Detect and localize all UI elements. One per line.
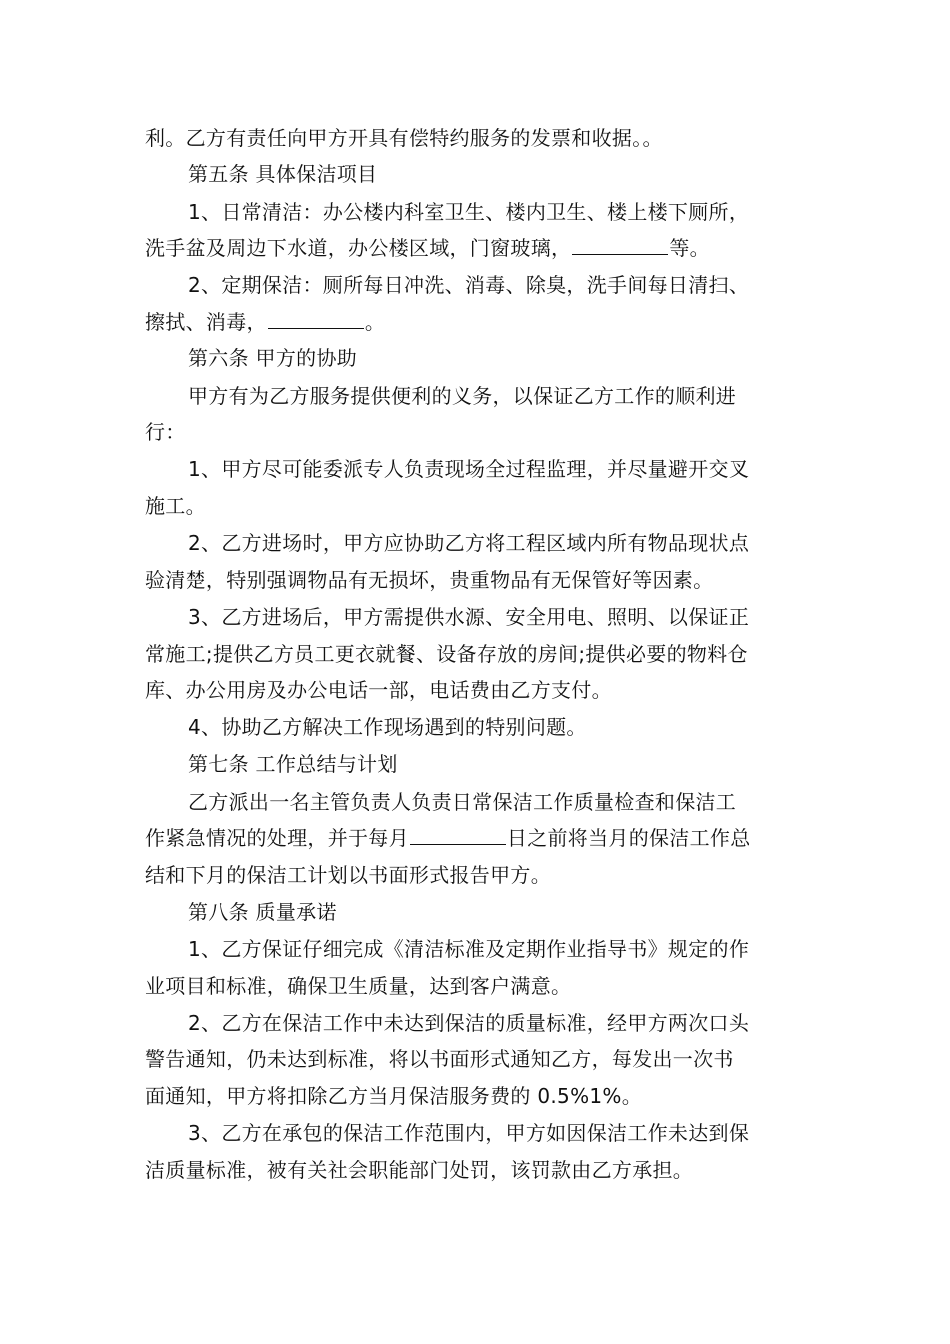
text-line: 1、日常清洁：办公楼内科室卫生、楼内卫生、楼上楼下厕所， xyxy=(188,200,750,224)
text-line: 行： xyxy=(145,420,186,444)
section-heading: 第六条 甲方的协助 xyxy=(188,346,358,370)
text-line: 3、乙方进场后，甲方需提供水源、安全用电、照明、以保证正 xyxy=(188,605,750,629)
text-line: 2、乙方进场时，甲方应协助乙方将工程区域内所有物品现状点 xyxy=(188,531,750,555)
text-line: 验清楚，特别强调物品有无损坏，贵重物品有无保管好等因素。 xyxy=(145,568,714,592)
text-line: 利。乙方有责任向甲方开具有偿特约服务的发票和收据。。 xyxy=(145,126,663,150)
fill-in-blank xyxy=(572,232,668,255)
text-line: 结和下月的保洁工计划以书面形式报告甲方。 xyxy=(145,863,551,887)
section-heading: 第八条 质量承诺 xyxy=(188,900,337,924)
fill-in-blank xyxy=(268,306,364,329)
section-heading: 第七条 工作总结与计划 xyxy=(188,752,398,776)
text-line: 面通知，甲方将扣除乙方当月保洁服务费的 0.5%1%。 xyxy=(145,1084,642,1108)
text-line: 洁质量标准，被有关社会职能部门处罚，该罚款由乙方承担。 xyxy=(145,1158,694,1182)
text-line: 4、协助乙方解决工作现场遇到的特别问题。 xyxy=(188,715,587,739)
text-line: 1、乙方保证仔细完成《清洁标准及定期作业指导书》规定的作 xyxy=(188,937,750,961)
text-line: 乙方派出一名主管负责人负责日常保洁工作质量检查和保洁工 xyxy=(188,790,737,814)
text-line xyxy=(145,230,710,266)
text-segment: 日之前将当月的保洁工作总 xyxy=(506,826,751,850)
text-line: 3、乙方在承包的保洁工作范围内，甲方如因保洁工作未达到保 xyxy=(188,1121,750,1145)
text-segment: 擦拭、消毒， xyxy=(145,310,267,334)
text-line: 2、乙方在保洁工作中未达到保洁的质量标准，经甲方两次口头 xyxy=(188,1011,750,1035)
text-line: 施工。 xyxy=(145,494,206,518)
text-segment: 等。 xyxy=(669,236,710,260)
text-line: 业项目和标准，确保卫生质量，达到客户满意。 xyxy=(145,974,572,998)
text-segment: 。 xyxy=(364,310,386,334)
text-line: 2、定期保洁：厕所每日冲洗、消毒、除臭，洗手间每日清扫、 xyxy=(188,273,750,297)
section-heading: 第五条 具体保洁项目 xyxy=(188,162,378,186)
text-line xyxy=(145,820,751,856)
text-segment: 洗手盆及周边下水道，办公楼区域，门窗玻璃， xyxy=(145,236,572,260)
text-line: 库、办公用房及办公电话一部，电话费由乙方支付。 xyxy=(145,678,612,702)
text-line: 1、甲方尽可能委派专人负责现场全过程监理，并尽量避开交叉 xyxy=(188,457,750,481)
fill-in-blank xyxy=(410,822,506,845)
text-line: 警告通知，仍未达到标准，将以书面形式通知乙方，每发出一次书 xyxy=(145,1047,734,1071)
text-line: 常施工;提供乙方员工更衣就餐、设备存放的房间;提供必要的物料仓 xyxy=(145,642,748,666)
text-line: 甲方有为乙方服务提供便利的义务，以保证乙方工作的顺利进 xyxy=(188,384,737,408)
text-segment: 作紧急情况的处理，并于每月 xyxy=(145,826,409,850)
text-line xyxy=(145,304,385,340)
